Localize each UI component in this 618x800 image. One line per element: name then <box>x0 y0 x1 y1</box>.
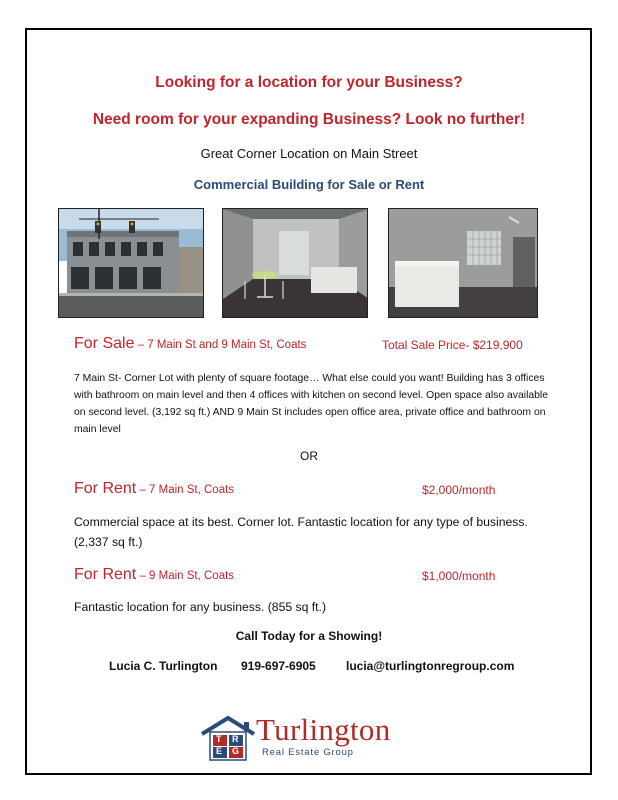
building-exterior-photo <box>58 208 204 318</box>
interior-lobby-photo <box>222 208 368 318</box>
rent2-price: $1,000/month <box>422 569 496 583</box>
sale-label: For Sale <box>74 335 135 352</box>
sale-price: Total Sale Price- $219,900 <box>382 338 523 352</box>
subheading-offer: Commercial Building for Sale or Rent <box>193 177 425 192</box>
turlington-logo <box>198 714 423 762</box>
rent1-price: $2,000/month <box>422 483 496 497</box>
logo-name: Turlington <box>256 712 391 747</box>
rent1-address: – 7 Main St, Coats <box>136 484 235 496</box>
logo-monogram-t: T <box>216 734 222 744</box>
rent1-label: For Rent <box>74 480 137 497</box>
house-icon <box>198 714 258 762</box>
headline-line-1: Looking for a location for your Business? <box>155 74 463 91</box>
interior-reception-photo <box>388 208 538 318</box>
rent2-description: Fantastic location for any business. (855 sq ft.) <box>74 600 326 614</box>
or-divider: OR <box>300 449 318 463</box>
contact-phone: 919-697-6905 <box>241 659 316 673</box>
headline-line-2: Need room for your expanding Business? Look no further! <box>92 111 526 128</box>
rent2-label: For Rent <box>74 566 137 583</box>
contact-name: Lucia C. Turlington <box>109 659 218 673</box>
sale-address: – 7 Main St and 9 Main St, Coats <box>134 339 307 351</box>
rent1-description: Commercial space at its best. Corner lot. Fantastic location for any type of business. (2,337 sq ft.) <box>74 515 528 549</box>
logo-monogram-g: G <box>232 746 240 756</box>
contact-email[interactable]: lucia@turlingtonregroup.com <box>346 659 515 673</box>
sale-description: 7 Main St- Corner Lot with plenty of square footage… What else could you want! Building has 3 offices with bathroom on main level and then 4 offices with kitchen on second level. Open space also available on second level. (3,192 sq ft.) AND 9 Main St includes open office area, private office and bathroom on main level <box>74 373 549 435</box>
logo-tagline: Real Estate Group <box>262 747 354 758</box>
logo-monogram-r: R <box>232 734 239 744</box>
call-to-action: Call Today for a Showing! <box>235 629 383 643</box>
rent2-address: – 9 Main St, Coats <box>136 570 235 582</box>
subheading-location: Great Corner Location on Main Street <box>200 146 418 161</box>
logo-monogram-e: E <box>216 746 223 756</box>
